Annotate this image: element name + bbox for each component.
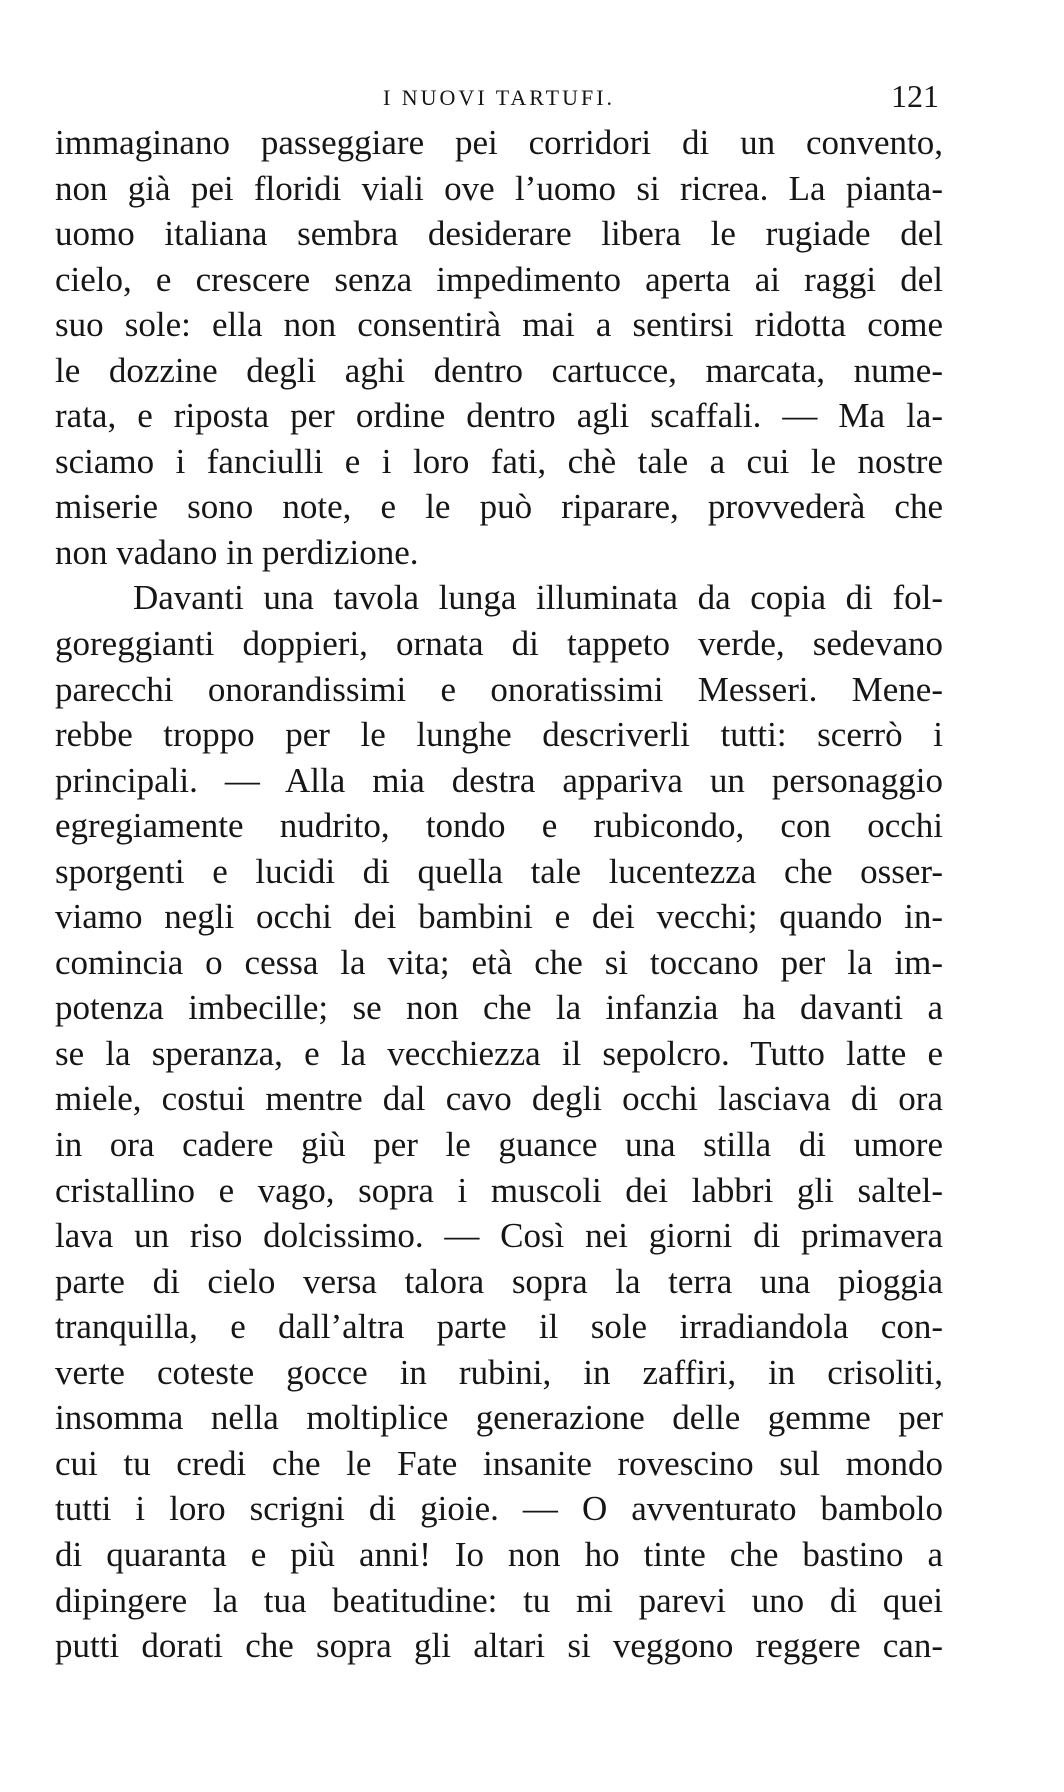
body-text: [55, 120, 943, 1669]
text-line: rata, e riposta per ordine dentro agli scaffali. — Ma la-: [55, 396, 943, 436]
page-header: [55, 78, 943, 118]
text-line: miserie sono note, e le può riparare, provvederà che: [55, 487, 943, 527]
text-line: viamo negli occhi dei bambini e dei vecchi; quando in-: [55, 897, 943, 937]
text-line: potenza imbecille; se non che la infanzia ha davanti a: [55, 988, 943, 1028]
running-title: I NUOVI TARTUFI.: [382, 85, 616, 110]
text-line: cielo, e crescere senza impedimento aperta ai raggi del: [55, 259, 943, 299]
text-line: dipingere la tua beatitudine: tu mi parevi uno di quei: [55, 1580, 943, 1620]
text-line: parecchi onorandissimi e onoratissimi Messeri. Mene-: [55, 669, 943, 709]
text-line: le dozzine degli aghi dentro cartucce, marcata, nume-: [55, 350, 943, 390]
text-line: parte di cielo versa talora sopra la terra una pioggia: [55, 1261, 943, 1301]
text-line: verte coteste gocce in rubini, in zaffiri, in crisoliti,: [55, 1352, 943, 1392]
text-line: goreggianti doppieri, ornata di tappeto verde, sedevano: [55, 624, 943, 664]
text-line: sciamo i fanciulli e i loro fati, chè tale a cui le nostre: [55, 441, 943, 481]
text-line: tutti i loro scrigni di gioie. — O avventurato bambolo: [55, 1489, 943, 1529]
text-line: non già pei floridi viali ove l’uomo si ricrea. La pianta-: [55, 168, 943, 208]
text-line: insomma nella moltiplice generazione delle gemme per: [55, 1398, 943, 1438]
text-line: cristallino e vago, sopra i muscoli dei labbri gli saltel-: [55, 1170, 943, 1210]
text-line: di quaranta e più anni! Io non ho tinte che bastino a: [55, 1534, 943, 1574]
text-line: miele, costui mentre dal cavo degli occhi lasciava di ora: [55, 1079, 943, 1119]
text-line: uomo italiana sembra desiderare libera le rugiade del: [55, 214, 943, 254]
text-line: suo sole: ella non consentirà mai a sentirsi ridotta come: [55, 305, 943, 345]
page-number: 121: [891, 78, 939, 114]
text-line: putti dorati che sopra gli altari si veggono reggere can-: [55, 1626, 943, 1666]
text-line: principali. — Alla mia destra appariva un personaggio: [55, 760, 943, 800]
text-line: sporgenti e lucidi di quella tale lucentezza che osser-: [55, 851, 943, 891]
text-line: rebbe troppo per le lunghe descriverli tutti: scerrò i: [55, 715, 943, 755]
paragraph-first-line: Davanti una tavola lunga illuminata da copia di fol-: [133, 578, 943, 618]
text-line: cui tu credi che le Fate insanite rovescino sul mondo: [55, 1443, 943, 1483]
text-line: se la speranza, e la vecchiezza il sepolcro. Tutto latte e: [55, 1033, 943, 1073]
text-line: comincia o cessa la vita; età che si toccano per la im-: [55, 942, 943, 982]
text-line: non vadano in perdizione.: [55, 532, 419, 572]
text-line: in ora cadere giù per le guance una stilla di umore: [55, 1125, 943, 1165]
text-line: tranquilla, e dall’altra parte il sole irradiandola con-: [55, 1307, 943, 1347]
text-line: lava un riso dolcissimo. — Così nei giorni di primavera: [55, 1216, 943, 1256]
text-line: immaginano passeggiare pei corridori di un convento,: [55, 123, 943, 162]
text-line: egregiamente nudrito, tondo e rubicondo, con occhi: [55, 806, 943, 846]
